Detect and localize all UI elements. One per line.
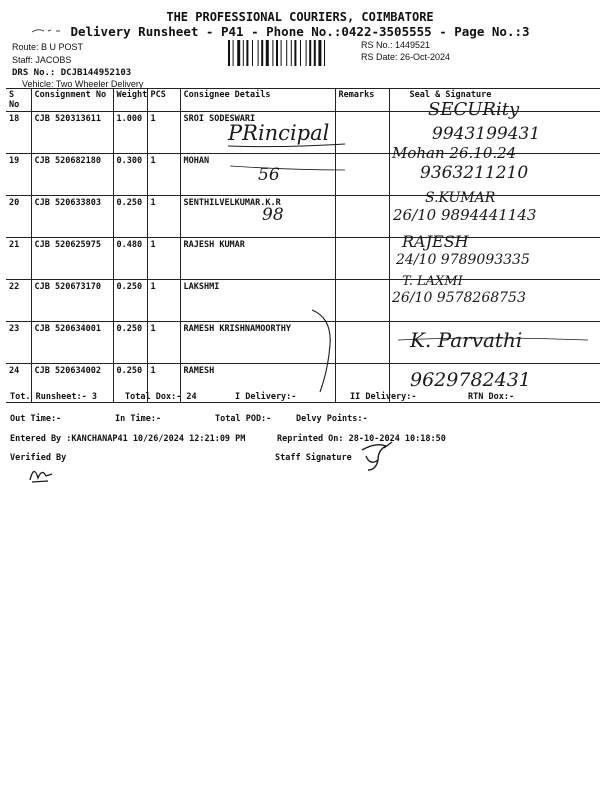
r23-seal-handwriting: K. Parvathi	[410, 328, 523, 352]
table-row	[6, 154, 600, 196]
cell-consignee: SENTHILVELKUMAR.K.R	[180, 196, 335, 238]
cell-pcs: 1	[147, 280, 180, 322]
cell-seal	[389, 154, 600, 196]
cell-weight: 0.250	[113, 280, 147, 322]
cell-consignee: RAJESH KUMAR	[180, 238, 335, 280]
runsheet-table	[6, 88, 600, 403]
cell-weight: 0.250	[113, 364, 147, 403]
staff-signature	[356, 440, 396, 474]
r20-seal-handwriting-1: S.KUMAR	[425, 190, 496, 206]
r20-consignee-handwriting: 98	[262, 205, 284, 225]
r24-seal-handwriting: 9629782431	[410, 369, 531, 391]
cell-pcs: 1	[147, 322, 180, 364]
col-pcs: PCS	[147, 89, 180, 112]
cell-remarks	[335, 154, 389, 196]
cell-remarks	[335, 112, 389, 154]
cell-pcs: 1	[147, 154, 180, 196]
entered-by: Entered By :KANCHANAP41 10/26/2024 12:21:09 PM	[10, 434, 246, 444]
tot-runsheet: Tot. Runsheet:- 3	[10, 392, 97, 402]
r18-consignee-handwriting: PRincipal	[228, 121, 330, 145]
reprinted-on: Reprinted On: 28-10-2024 10:18:50	[277, 434, 446, 444]
r19-seal-handwriting-2: 9363211210	[420, 163, 529, 183]
cell-seal	[389, 196, 600, 238]
cell-sno: 23	[6, 322, 31, 364]
r22-seal-handwriting-1: T. LAXMI	[402, 274, 463, 289]
cell-consignee: RAMESH	[180, 364, 335, 403]
verified-by: Verified By	[10, 453, 67, 463]
table-row	[6, 196, 600, 238]
col-weight: Weight	[113, 89, 147, 112]
barcode	[228, 40, 350, 66]
staff-signature-label: Staff Signature	[275, 453, 352, 463]
cell-remarks	[335, 280, 389, 322]
cell-weight: 0.480	[113, 238, 147, 280]
cell-weight: 0.300	[113, 154, 147, 196]
cell-consignment: CJB 520633803	[31, 196, 113, 238]
cell-weight: 0.250	[113, 322, 147, 364]
r21-seal-handwriting-2: 24/10 9789093335	[396, 252, 530, 268]
rs-date: RS Date: 26-Oct-2024	[361, 52, 451, 62]
cell-consignee: SROI SODESWARI	[180, 112, 335, 154]
verifier-signature	[26, 462, 56, 486]
cell-seal	[389, 112, 600, 154]
in-time: In Time:-	[115, 414, 162, 424]
col-consignee: Consignee Details	[180, 89, 335, 112]
cell-weight: 0.250	[113, 196, 147, 238]
cell-consignment: CJB 520625975	[31, 238, 113, 280]
cell-consignment: CJB 520313611	[31, 112, 113, 154]
cell-consignment: CJB 520673170	[31, 280, 113, 322]
total-pod: Total POD:-	[215, 414, 272, 424]
runsheet-title: Delivery Runsheet - P41 - Phone No.:0422-3505555 - Page No.:3	[70, 24, 530, 39]
cell-sno: 20	[6, 196, 31, 238]
staff-label: Staff: JACOBS	[12, 55, 72, 65]
route-label: Route: B U POST	[12, 42, 84, 52]
table-row	[6, 238, 600, 280]
i-delivery: I Delivery:-	[235, 392, 297, 402]
r19-seal-handwriting-1: Mohan 26.10.24	[392, 144, 517, 162]
cell-pcs: 1	[147, 196, 180, 238]
cell-consignment: CJB 520634001	[31, 322, 113, 364]
r22-seal-handwriting-2: 26/10 9578268753	[392, 290, 526, 306]
cell-weight: 1.000	[113, 112, 147, 154]
cell-sno: 19	[6, 154, 31, 196]
table-row	[6, 112, 600, 154]
cell-remarks	[335, 238, 389, 280]
cell-sno: 18	[6, 112, 31, 154]
cell-consignee: MOHAN	[180, 154, 335, 196]
cell-consignee: RAMESH KRISHNAMOORTHY	[180, 322, 335, 364]
r20-seal-handwriting-2: 26/10 9894441143	[393, 206, 537, 224]
table-header-row	[6, 89, 600, 112]
cell-sno: 24	[6, 364, 31, 403]
rs-number: RS No.: 1449521	[361, 40, 431, 50]
col-consignment: Consignment No	[31, 89, 113, 112]
cell-sno: 21	[6, 238, 31, 280]
cell-sno: 22	[6, 280, 31, 322]
rtn-dox: RTN Dox:-	[468, 392, 515, 402]
cell-remarks	[335, 322, 389, 364]
cell-pcs: 1	[147, 238, 180, 280]
r18-seal-handwriting-2: 9943199431	[432, 124, 541, 144]
drs-number: DRS No.: DCJB144952103	[12, 68, 132, 78]
cell-pcs: 1	[147, 364, 180, 403]
cell-consignment: CJB 520682180	[31, 154, 113, 196]
cell-consignment: CJB 520634002	[31, 364, 113, 403]
cell-seal	[389, 280, 600, 322]
cell-seal	[389, 238, 600, 280]
r18-seal-handwriting-1: SECURity	[428, 99, 520, 120]
out-time: Out Time:-	[10, 414, 62, 424]
cell-remarks	[335, 196, 389, 238]
col-seal: Seal & Signature	[389, 89, 600, 112]
total-dox: Total Dox:- 24	[125, 392, 197, 402]
table-row	[6, 280, 600, 322]
col-sno: S No	[6, 89, 31, 112]
r19-consignee-handwriting: 56	[258, 165, 280, 185]
company-title: THE PROFESSIONAL COURIERS, COIMBATORE	[166, 10, 434, 24]
vehicle-label: Vehicle: Two Wheeler Delivery	[22, 79, 144, 89]
table-row	[6, 322, 600, 364]
pen-mark	[30, 26, 70, 36]
cell-pcs: 1	[147, 112, 180, 154]
col-remarks: Remarks	[335, 89, 389, 112]
ii-delivery: II Delivery:-	[350, 392, 417, 402]
r21-seal-handwriting-1: RAJESH	[402, 232, 469, 251]
cell-consignee: LAKSHMI	[180, 280, 335, 322]
delvy-points: Delvy Points:-	[296, 414, 368, 424]
cell-seal	[389, 322, 600, 364]
